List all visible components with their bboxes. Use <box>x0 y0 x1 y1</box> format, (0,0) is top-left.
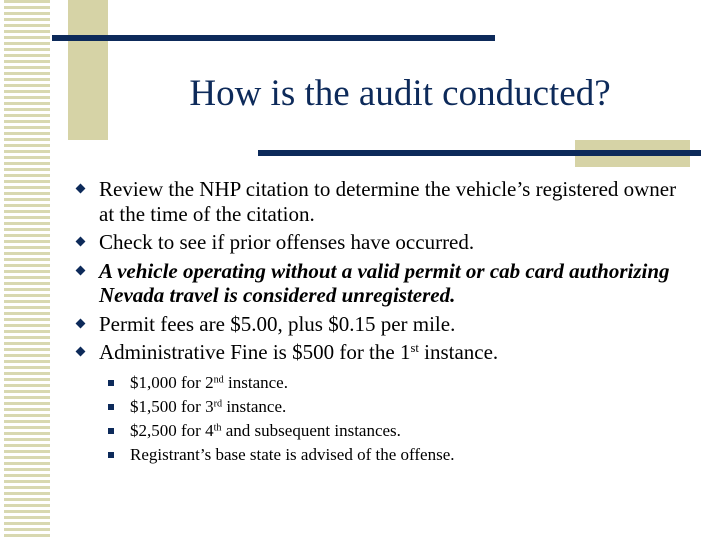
bullet-text: Permit fees are $5.00, plus $0.15 per mile. <box>99 311 456 336</box>
diamond-bullet-icon <box>76 237 86 247</box>
sub-bullet-base-state-advised <box>108 443 668 467</box>
bullet-permit-fees <box>75 312 695 337</box>
ordinal-suffix: st <box>410 341 419 356</box>
sub-bullet-fourth-instance <box>108 419 668 443</box>
sub-bullet-text-before: $1,000 for 2 <box>130 373 214 392</box>
sub-bullet-text-before: $1,500 for 3 <box>130 397 214 416</box>
bullet-text-before: Administrative Fine is $500 for the 1 <box>99 340 411 364</box>
title-top-rule <box>52 35 495 41</box>
sub-bullet-list <box>108 371 668 467</box>
stripe-edge <box>0 0 4 540</box>
square-bullet-icon <box>108 380 114 386</box>
bullet-text: Check to see if prior offenses have occurred. <box>99 230 475 254</box>
diamond-bullet-icon <box>76 318 86 328</box>
ordinal-suffix: th <box>213 422 222 434</box>
sub-bullet-third-instance <box>108 395 668 419</box>
main-bullet-list <box>75 177 695 369</box>
square-bullet-icon <box>108 428 114 434</box>
sub-bullet-text-after: instance. <box>222 397 287 416</box>
diamond-bullet-icon <box>76 265 86 275</box>
sub-bullet-text-before: $2,500 for 4 <box>130 421 214 440</box>
diamond-bullet-icon <box>76 184 86 194</box>
sub-bullet-text-after: instance. <box>223 373 288 392</box>
bullet-text: A vehicle operating without a valid permit or cab card authorizing Nevada travel is considered unregistered. <box>99 258 670 307</box>
square-bullet-icon <box>108 404 114 410</box>
bullet-administrative-fine <box>75 340 695 365</box>
bullet-review-citation <box>75 177 695 226</box>
bullet-prior-offenses <box>75 230 695 255</box>
ordinal-suffix: nd <box>213 374 224 386</box>
title-bottom-rule <box>258 150 701 156</box>
decorative-khaki-block-top <box>68 0 108 140</box>
bullet-text: Review the NHP citation to determine the vehicle’s registered owner at the time of the citation. <box>99 177 677 226</box>
ordinal-suffix: rd <box>213 398 223 410</box>
slide-title: How is the audit conducted? <box>189 73 611 114</box>
diamond-bullet-icon <box>76 347 86 357</box>
decorative-stripe-panel <box>0 0 50 540</box>
sub-bullet-text-after: and subsequent instances. <box>221 421 401 440</box>
bullet-text-after: instance. <box>418 340 499 364</box>
bullet-unregistered-vehicle <box>75 259 695 308</box>
sub-bullet-second-instance <box>108 371 668 395</box>
sub-bullet-text-before: Registrant’s base state is advised of the offense. <box>130 445 455 464</box>
square-bullet-icon <box>108 452 114 458</box>
